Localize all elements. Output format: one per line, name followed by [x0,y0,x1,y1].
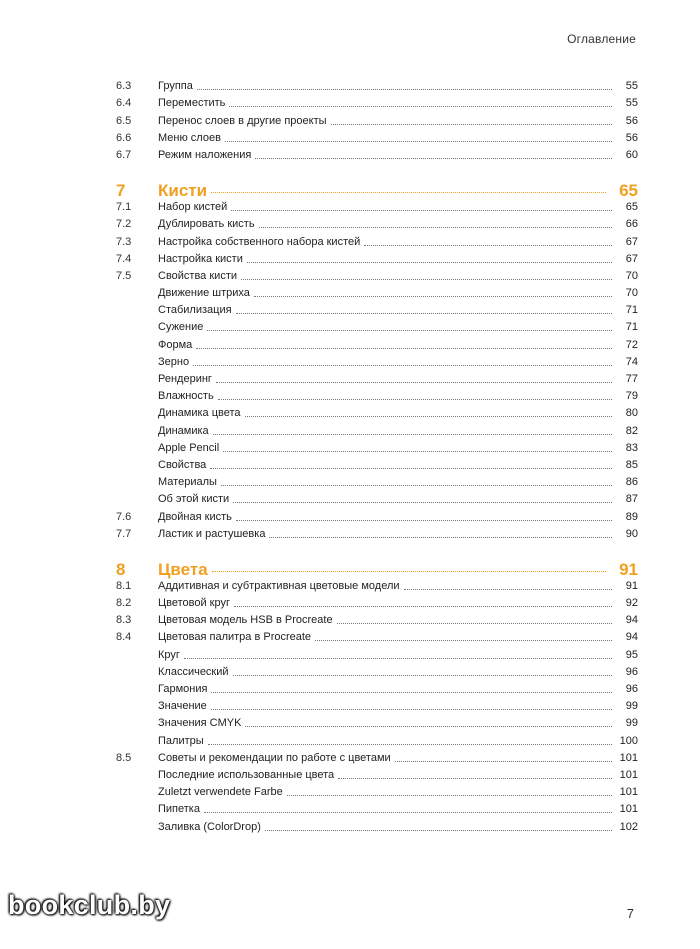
dot-leader [265,830,612,831]
toc-entry-row[interactable] [116,696,638,713]
dot-leader [208,744,612,745]
toc-entry-title: Кисти [158,180,208,200]
toc-entry-title: Переместить [158,97,226,110]
toc-entry-row[interactable] [116,128,638,145]
dot-leader [269,537,612,538]
dot-leader [404,589,612,590]
toc-entry-row[interactable] [116,782,638,799]
toc-entry-page: 67 [625,252,638,265]
toc-entry-title: Перенос слоев в другие проекты [158,114,327,127]
toc-entry-title: Ластик и растушевка [158,527,266,540]
toc-entry-title: Значения CMYK [158,717,242,730]
dot-leader [216,382,612,383]
toc-entry-page: 55 [625,80,638,93]
toc-entry-row[interactable] [116,713,638,730]
toc-entry-number: 7.1 [116,201,132,214]
toc-entry-page: 83 [625,441,638,454]
toc-entry-page: 100 [619,734,638,747]
toc-entry-number: 8.2 [116,597,132,610]
dot-leader [255,158,612,159]
toc-entry-row[interactable] [116,438,638,455]
toc-entry-page: 77 [625,373,638,385]
toc-entry-number: 7 [116,180,126,200]
toc-entry-title: Палитры [158,734,204,747]
toc-entry-page: 80 [625,407,638,420]
toc-entry-number: 7.5 [116,269,132,282]
toc-entry-page: 101 [619,786,638,799]
toc-entry-title: Настройка собственного набора кистей [158,235,361,248]
toc-entry-title: Об этой кисти [158,493,230,506]
dot-leader [236,313,612,314]
toc-entry-row[interactable] [116,627,638,644]
toc-chapter-row[interactable] [116,552,638,579]
toc-entry-page: 94 [625,631,638,644]
toc-entry-title: Стабилизация [158,304,232,317]
toc-entry-number: 8.4 [116,631,132,644]
dot-leader [315,640,612,641]
toc-entry-row[interactable] [116,472,638,489]
page-number: 7 [626,906,634,921]
dot-leader [231,210,612,211]
toc-entry-page: 99 [625,700,638,713]
toc-entry-number: 7.7 [116,527,132,540]
toc-entry-page: 92 [625,597,638,610]
toc-entry-page: 82 [625,424,638,437]
toc-entry-title: Круг [158,648,180,661]
toc-entry-row[interactable] [116,283,638,300]
toc-entry-title: Свойства [158,458,207,471]
toc-entry-page: 74 [625,355,638,368]
toc-entry-number: 8.5 [116,751,132,764]
toc-entry-number: 6.3 [116,80,132,93]
dot-leader [207,330,612,331]
dot-leader [395,761,612,762]
toc-entry-row[interactable] [116,455,638,472]
toc-entry-row[interactable] [116,679,638,696]
toc-entry-page: 71 [625,304,638,317]
toc-entry-page: 90 [625,527,638,540]
toc-entry-row[interactable] [116,644,638,661]
toc-entry-number: 7.2 [116,218,132,231]
toc-entry-page: 91 [625,579,638,592]
toc-entry-title: Zuletzt verwendete Farbe [158,786,283,799]
toc-entry-row[interactable] [116,816,638,833]
toc-entry-title: Цвета [158,559,208,579]
table-of-contents [116,76,638,834]
dot-leader [197,89,612,90]
toc-entry-title: Цветовая палитра в Procreate [158,631,312,644]
toc-entry-page: 65 [625,201,638,214]
toc-entry-page: 79 [625,390,638,403]
toc-entry-row[interactable] [116,231,638,248]
toc-entry-page: 87 [625,493,638,506]
toc-entry-page: 56 [625,114,638,127]
toc-entry-title: Режим наложения [158,148,252,161]
dot-leader [204,812,612,813]
toc-entry-title: Набор кистей [158,201,228,214]
toc-entry-title: Свойства кисти [158,269,237,282]
toc-entry-page: 94 [625,614,638,627]
toc-entry-page: 72 [625,338,638,351]
toc-entry-page: 60 [625,148,638,161]
toc-entry-title: Гармония [158,683,208,695]
toc-entry-number: 6.4 [116,97,132,110]
dot-leader [210,468,612,469]
toc-entry-row[interactable] [116,145,638,162]
toc-entry-number: 6.6 [116,131,132,144]
toc-entry-title: Заливка (ColorDrop) [158,820,261,833]
toc-entry-row[interactable] [116,730,638,747]
toc-entry-title: Двойная кисть [158,510,232,523]
toc-entry-title: Цветовая модель HSB в Procreate [158,614,333,627]
toc-entry-row[interactable] [116,799,638,816]
toc-entry-page: 71 [625,321,638,334]
toc-entry-page: 95 [625,648,638,661]
toc-entry-number: 6.5 [116,114,132,127]
dot-leader [331,124,612,125]
toc-entry-title: Форма [158,338,193,351]
toc-entry-title: Динамика [158,424,209,437]
dot-leader [236,520,612,521]
toc-entry-page: 99 [625,717,638,730]
toc-entry-row[interactable] [116,266,638,283]
toc-entry-title: Цветовой круг [158,597,230,610]
toc-entry-row[interactable] [116,506,638,523]
toc-entry-title: Советы и рекомендации по работе с цветами [158,751,391,764]
toc-entry-title: Динамика цвета [158,407,241,420]
toc-entry-row[interactable] [116,352,638,369]
toc-entry-page: 86 [625,476,638,489]
dot-leader [221,485,612,486]
toc-entry-row[interactable] [116,420,638,437]
toc-entry-row[interactable] [116,610,638,627]
dot-leader [211,692,612,693]
toc-entry-page: 66 [625,218,638,231]
toc-entry-page: 70 [625,287,638,300]
toc-entry-number: 8.3 [116,614,132,627]
toc-entry-row[interactable] [116,214,638,231]
dot-leader [196,348,612,349]
toc-entry-row[interactable] [116,403,638,420]
toc-entry-row[interactable] [116,524,638,541]
toc-entry-title: Меню слоев [158,131,221,144]
toc-entry-title: Аддитивная и субтрактивная цветовые модели [158,579,400,592]
dot-leader [211,709,612,710]
toc-entry-page: 101 [619,803,638,816]
dot-leader [233,675,612,676]
watermark-logo: bookclub.by [8,890,171,920]
toc-entry-page: 102 [619,820,638,833]
dot-leader [193,365,612,366]
dot-leader [254,296,612,297]
dot-leader [287,795,612,796]
toc-entry-row[interactable] [116,249,638,266]
dot-leader [259,227,612,228]
dot-leader [223,451,612,452]
toc-entry-page: 65 [619,180,638,200]
toc-entry-title: Последние использованные цвета [158,768,335,781]
toc-entry-row[interactable] [116,300,638,317]
toc-entry-page: 67 [625,235,638,248]
toc-entry-page: 96 [625,683,638,695]
toc-entry-page: 70 [625,269,638,282]
toc-entry-page: 56 [625,131,638,144]
toc-entry-title: Рендеринг [158,373,212,385]
dot-leader [247,262,612,263]
dot-leader [225,141,612,142]
toc-entry-title: Зерно [158,355,190,368]
dot-leader [234,606,612,607]
toc-entry-page: 85 [625,458,638,471]
toc-entry-title: Материалы [158,476,217,489]
toc-entry-row[interactable] [116,76,638,93]
toc-entry-title: Влажность [158,390,214,403]
toc-entry-title: Классический [158,665,229,678]
toc-entry-row[interactable] [116,93,638,110]
toc-entry-row[interactable] [116,748,638,765]
dot-leader [245,726,612,727]
toc-chapter-row[interactable] [116,173,638,200]
toc-entry-title: Apple Pencil [158,441,220,454]
toc-entry-title: Пипетка [158,803,200,816]
dot-leader [364,245,612,246]
dot-leader [218,399,612,400]
toc-entry-page: 101 [619,768,638,781]
toc-entry-title: Группа [158,80,193,93]
toc-entry-title: Сужение [158,321,204,334]
toc-entry-row[interactable] [116,593,638,610]
toc-entry-row[interactable] [116,386,638,403]
toc-entry-number: 7.4 [116,252,132,265]
dot-leader [184,658,612,659]
toc-entry-page: 55 [625,97,638,110]
toc-entry-row[interactable] [116,662,638,679]
toc-entry-page: 101 [619,751,638,764]
toc-entry-title: Значение [158,700,207,713]
dot-leader [229,106,612,107]
toc-entry-title: Движение штриха [158,287,250,300]
running-header: Оглавление [567,32,636,46]
toc-entry-number: 8.1 [116,579,132,592]
toc-entry-page: 91 [619,559,638,579]
toc-entry-page: 96 [625,665,638,678]
toc-entry-title: Дублировать кисть [158,218,255,231]
toc-entry-row[interactable] [116,334,638,351]
toc-entry-number: 7.3 [116,235,132,248]
toc-entry-row[interactable] [116,489,638,506]
toc-entry-row[interactable] [116,765,638,782]
dot-leader [212,571,606,572]
toc-entry-title: Настройка кисти [158,252,243,265]
dot-leader [213,434,612,435]
dot-leader [233,502,612,503]
toc-entry-number: 6.7 [116,148,132,161]
dot-leader [241,279,612,280]
dot-leader [211,192,606,193]
toc-entry-number: 8 [116,559,126,579]
toc-entry-row[interactable] [116,317,638,334]
toc-entry-row[interactable] [116,369,638,386]
dot-leader [337,623,612,624]
dot-leader [245,416,612,417]
toc-entry-row[interactable] [116,110,638,127]
toc-entry-page: 89 [625,510,638,523]
dot-leader [338,778,612,779]
toc-entry-number: 7.6 [116,510,132,523]
